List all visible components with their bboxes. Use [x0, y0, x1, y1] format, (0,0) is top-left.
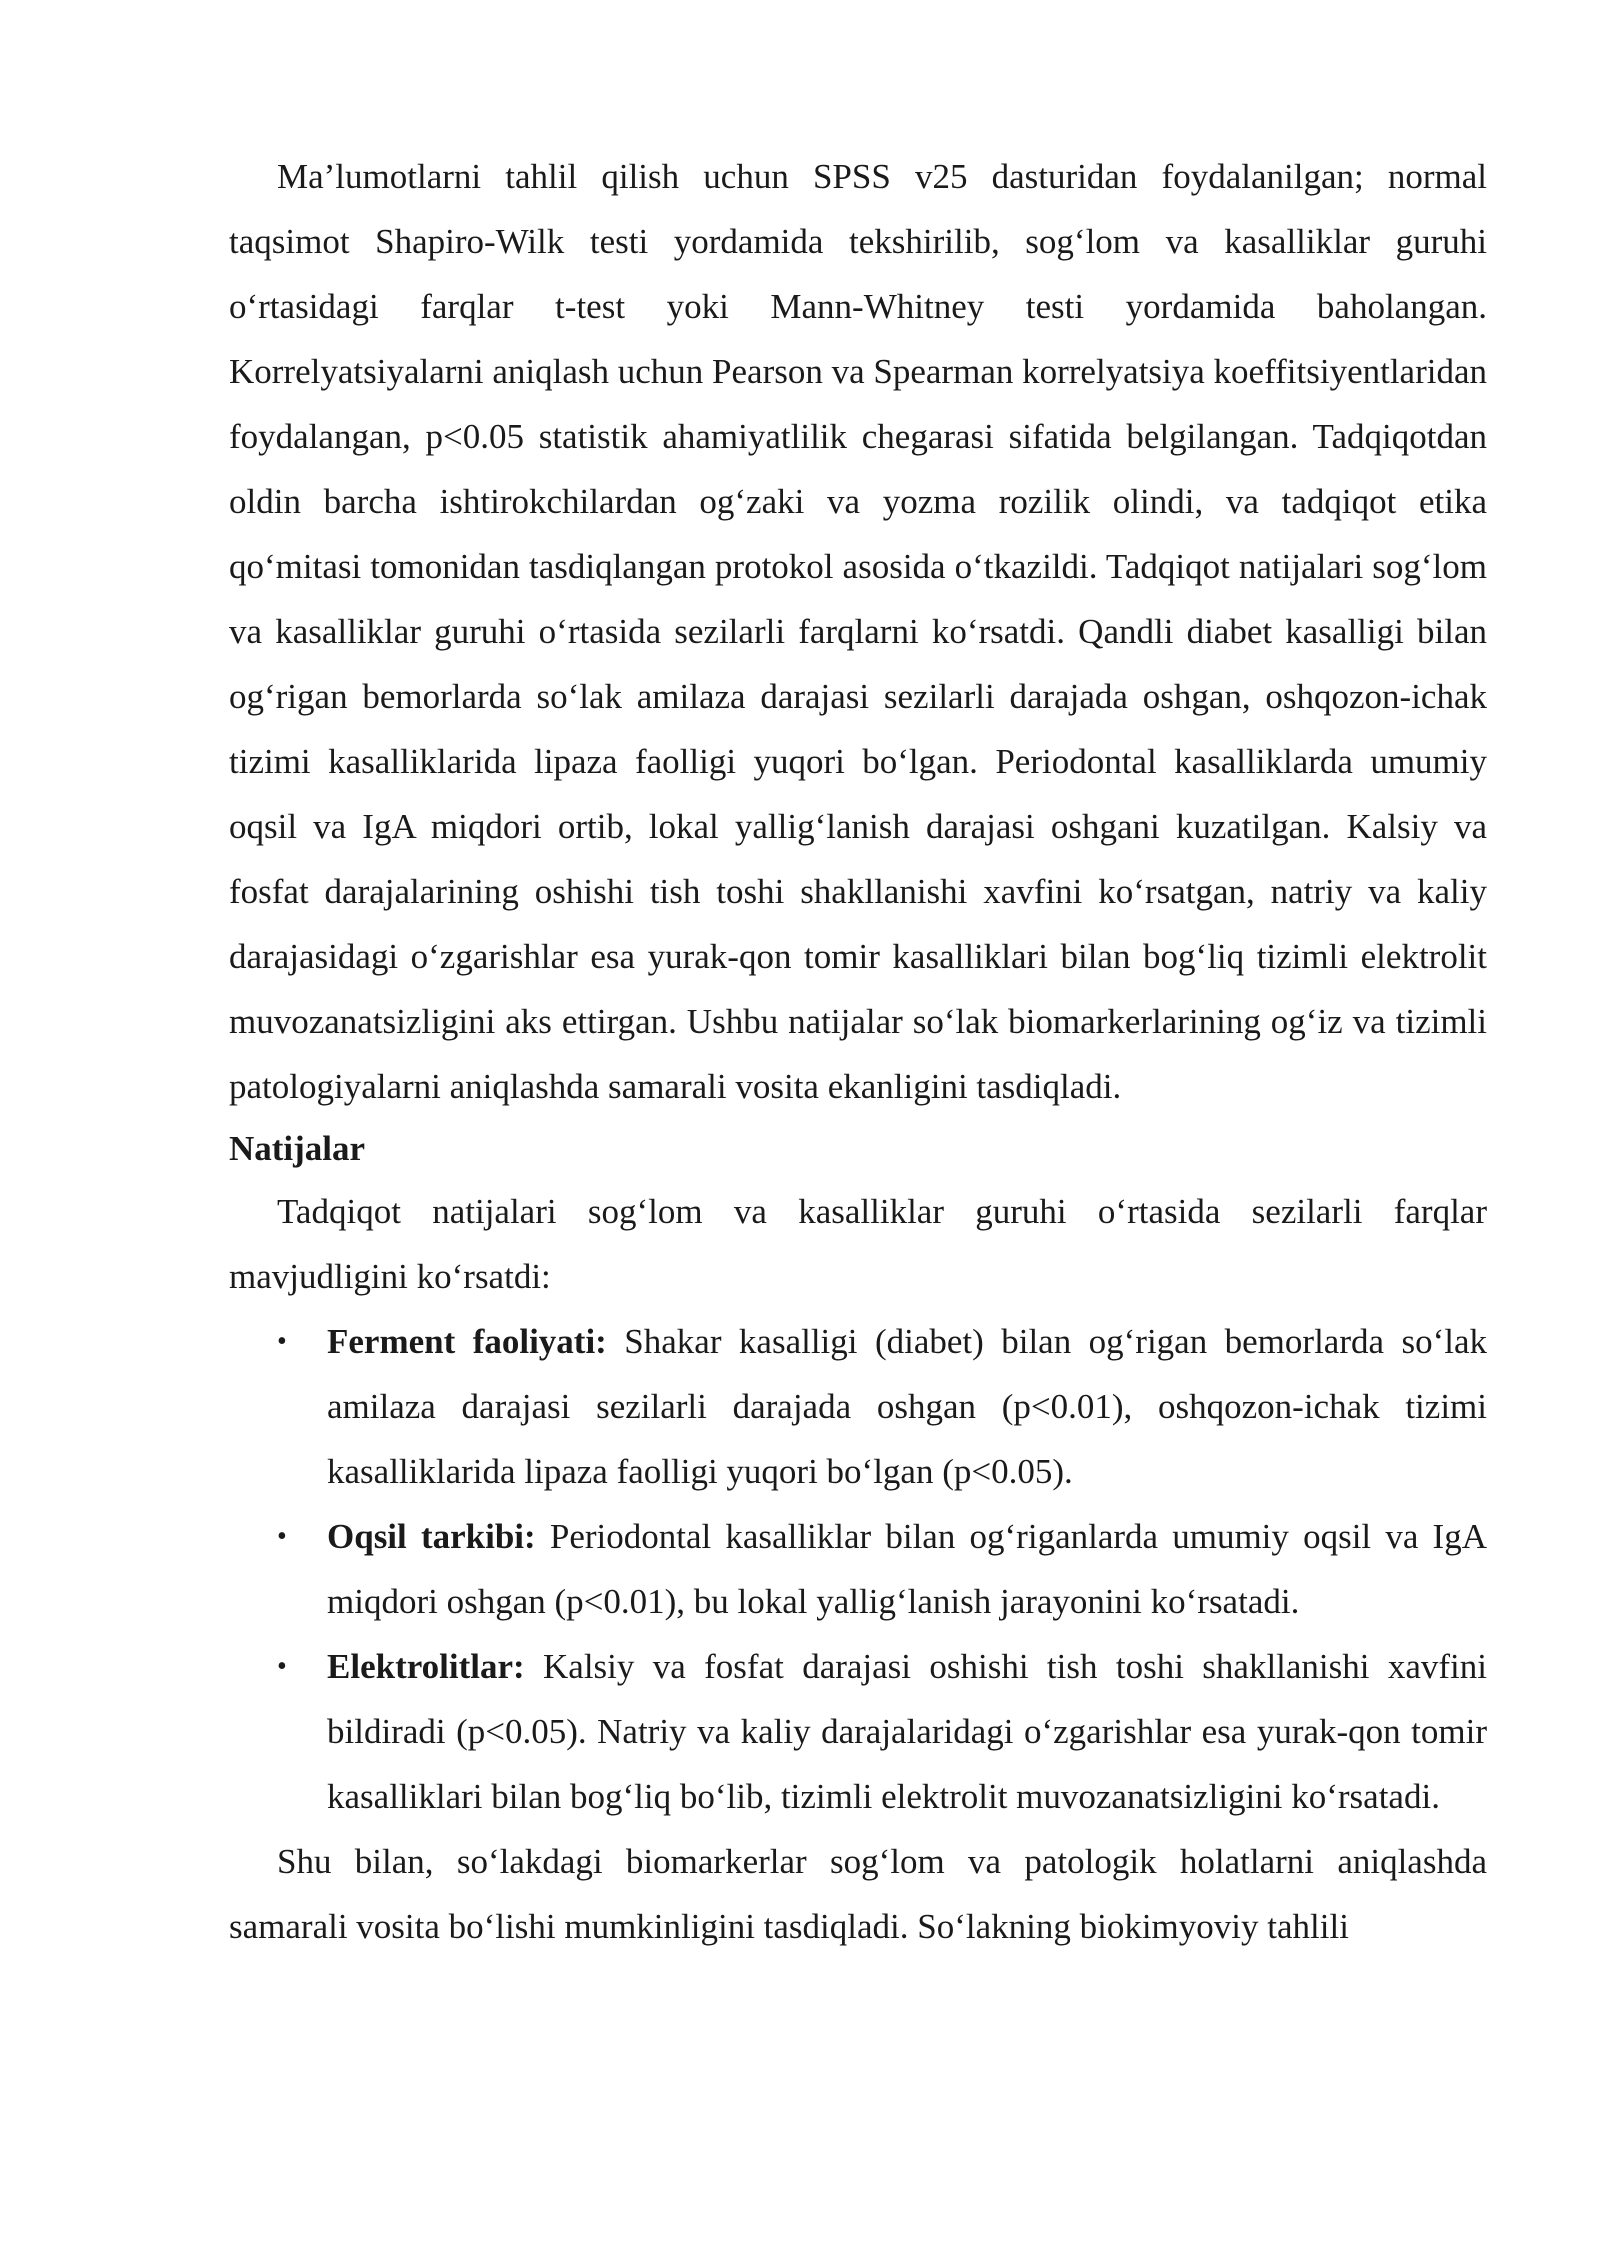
list-item-title: Oqsil tarkibi: — [327, 1517, 536, 1556]
list-item-text: Shakar kasalligi (diabet) bilan og‘rigan bemorlarda so‘lak amilaza darajasi sezilarli darajada oshgan (p<0.01), oshqozon-ichak tizimi kasalliklarida lipaza faolligi yuqori bo‘lgan (p<0.05). — [327, 1322, 1487, 1491]
paragraph-methods: Ma’lumotlarni tahlil qilish uchun SPSS v25 dasturidan foydalanilgan; normal taqsimot Shapiro-Wilk testi yordamida tekshirilib, sog‘lom va kasalliklar guruhi o‘rtasidagi farqlar t-test yoki Mann-Whitney testi yordamida baholangan. Korrelyatsiyalarni aniqlash uchun Pearson va Spearman korrelyatsiya koeffitsiyentlaridan foydalangan, p<0.05 statistik ahamiyatlilik chegarasi sifatida belgilangan. Tadqiqotdan oldin barcha ishtirokchilardan og‘zaki va yozma rozilik olindi, va tadqiqot etika qo‘mitasi tomonidan tasdiqlangan protokol asosida o‘tkazildi. Tadqiqot natijalari sog‘lom va kasalliklar guruhi o‘rtasida sezilarli farqlarni ko‘rsatdi. Qandli diabet kasalligi bilan og‘rigan bemorlarda so‘lak amilaza darajasi sezilarli darajada oshgan, oshqozon-ichak tizimi kasalliklarida lipaza faolligi yuqori bo‘lgan. Periodontal kasalliklarda umumiy oqsil va IgA miqdori ortib, lokal yallig‘lanish darajasi oshgani kuzatilgan. Kalsiy va fosfat darajalarining oshishi tish toshi shakllanishi xavfini ko‘rsatgan, natriy va kaliy darajasidagi o‘zgarishlar esa yurak-qon tomir kasalliklari bilan bog‘liq tizimli elektrolit muvozanatsizligini aks ettirgan. Ushbu natijalar so‘lak biomarkerlarining og‘iz va tizimli patologiyalarni aniqlashda samarali vosita ekanligini tasdiqladi. — [229, 157, 1487, 1106]
list-item — [229, 1634, 1487, 1829]
list-item-text: Periodontal kasalliklar bilan og‘riganlarda umumiy oqsil va IgA miqdori oshgan (p<0.01), bu lokal yallig‘lanish jarayonini ko‘rsatadi. — [327, 1517, 1487, 1621]
list-item — [229, 1504, 1487, 1634]
bullet-icon: • — [277, 1326, 287, 1357]
bullet-icon: • — [277, 1651, 287, 1682]
list-item-text: Kalsiy va fosfat darajasi oshishi tish toshi shakllanishi xavfini bildiradi (p<0.05). Natriy va kaliy darajalaridagi o‘zgarishlar esa yurak-qon tomir kasalliklari bilan bog‘liq bo‘lib, tizimli elektrolit muvozanatsizligini ko‘rsatadi. — [327, 1647, 1487, 1816]
list-item-title: Elektrolitlar: — [327, 1647, 525, 1686]
paragraph-results-intro: Tadqiqot natijalari sog‘lom va kasalliklar guruhi o‘rtasida sezilarli farqlar mavjudligini ko‘rsatdi: — [229, 1192, 1487, 1296]
results-list — [229, 1309, 1487, 1829]
section-heading: Natijalar — [229, 1129, 366, 1168]
document-page — [229, 144, 1487, 1959]
list-item — [229, 1309, 1487, 1504]
paragraph-conclusion: Shu bilan, so‘lakdagi biomarkerlar sog‘lom va patologik holatlarni aniqlashda samarali vosita bo‘lishi mumkinligini tasdiqladi. So‘lakning biokimyoviy tahlili — [229, 1842, 1487, 1946]
bullet-icon: • — [277, 1521, 287, 1552]
list-item-title: Ferment faoliyati: — [327, 1322, 607, 1361]
